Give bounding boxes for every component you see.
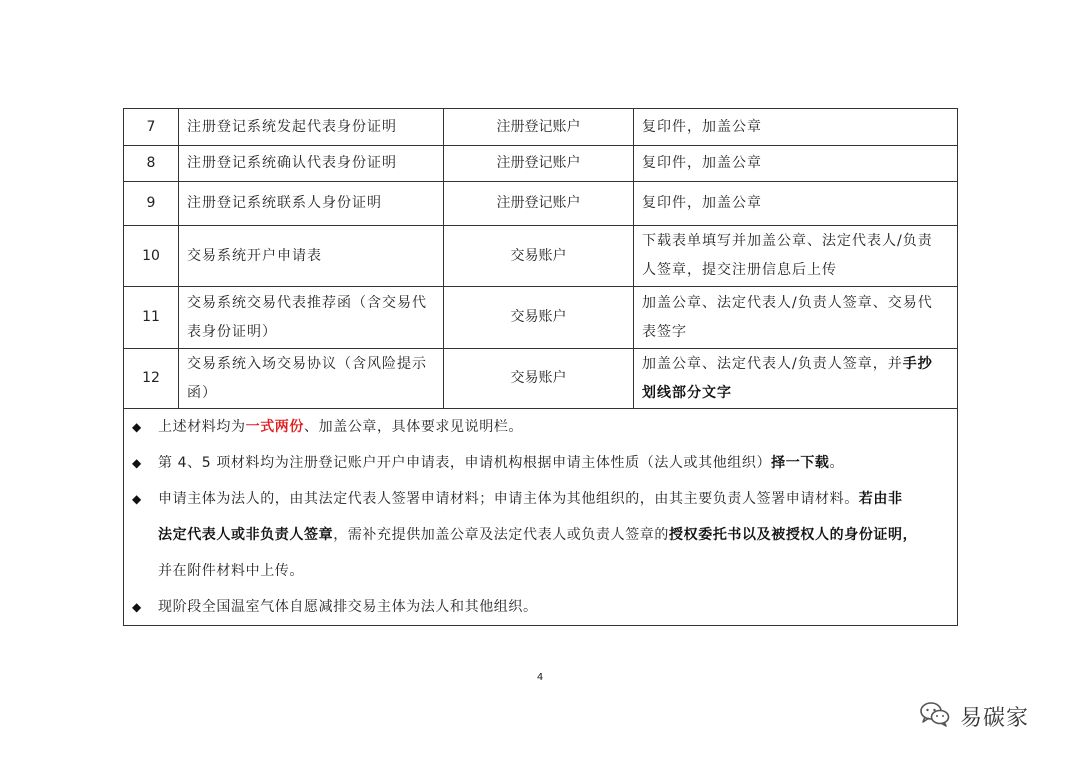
row-number: 11 <box>124 287 179 349</box>
note-text: 上述材料均为 <box>158 419 246 435</box>
material-note <box>634 226 958 287</box>
notes-cell <box>124 409 958 626</box>
row-number: 7 <box>124 109 179 146</box>
note-item <box>132 445 949 481</box>
row-number: 12 <box>124 349 179 409</box>
diamond-bullet-icon: ◆ <box>132 600 142 614</box>
note-emphasis: 划线部分文字 <box>642 384 732 401</box>
account-type: 交易账户 <box>444 226 634 287</box>
note-line: 人签章，提交注册信息后上传 <box>642 262 837 278</box>
note-line <box>642 350 949 379</box>
diamond-bullet-icon: ◆ <box>132 492 142 506</box>
account-type: 注册登记账户 <box>444 109 634 146</box>
note-text: ，需补充提供加盖公章及法定代表人或负责人签章的 <box>333 527 670 543</box>
account-type: 交易账户 <box>444 287 634 349</box>
note-continuation: 并在附件材料中上传。 <box>158 563 304 579</box>
note-line: 加盖公章、法定代表人/负责人签章、交易代 <box>642 294 933 311</box>
note-text: 现阶段全国温室气体自愿减排交易主体为法人和其他组织。 <box>158 599 538 615</box>
name-line: 函） <box>187 384 217 401</box>
material-name <box>179 349 444 409</box>
material-note: 复印件，加盖公章 <box>634 182 958 226</box>
name-line: 交易系统交易代表推荐函（含交易代 <box>187 294 427 311</box>
note-continuation <box>132 517 949 553</box>
material-name: 注册登记系统确认代表身份证明 <box>179 146 444 182</box>
material-note: 复印件，加盖公章 <box>634 146 958 182</box>
name-line: 表身份证明） <box>187 323 277 340</box>
note-text: 。 <box>829 455 845 471</box>
note-text: 、加盖公章，具体要求见说明栏。 <box>304 419 524 435</box>
note-text: 申请主体为法人的，由其法定代表人签署申请材料；申请主体为其他组织的，由其主要负责人签署申请材料。 <box>158 491 859 507</box>
diamond-bullet-icon: ◆ <box>132 456 142 470</box>
page-number: 4 <box>536 672 544 683</box>
account-type: 交易账户 <box>444 349 634 409</box>
material-name <box>179 287 444 349</box>
materials-table <box>123 108 958 626</box>
table-row <box>124 109 958 146</box>
note-highlight: 一式两份 <box>245 419 305 435</box>
material-name: 注册登记系统发起代表身份证明 <box>179 109 444 146</box>
row-number: 10 <box>124 226 179 287</box>
note-item <box>132 481 949 589</box>
note-text: 加盖公章、法定代表人/负责人签章，并 <box>642 355 903 372</box>
wechat-icon <box>920 701 950 731</box>
material-note <box>634 349 958 409</box>
note-text: 第 4、5 项材料均为注册登记账户开户申请表，申请机构根据申请主体性质（法人或其他组织） <box>158 455 772 471</box>
table-row <box>124 226 958 287</box>
note-emphasis: 择一下载 <box>771 455 830 471</box>
material-name: 交易系统开户申请表 <box>179 226 444 287</box>
brand-name: 易碳家 <box>960 705 1030 731</box>
diamond-bullet-icon: ◆ <box>132 420 142 434</box>
table-row <box>124 349 958 409</box>
material-note: 复印件，加盖公章 <box>634 109 958 146</box>
note-text: ， <box>902 527 918 543</box>
table-row <box>124 146 958 182</box>
notes-row <box>124 409 958 626</box>
note-emphasis: 授权委托书以及被授权人的身份证明 <box>669 527 903 543</box>
table-row <box>124 182 958 226</box>
note-line: 表签字 <box>642 323 687 340</box>
note-item <box>132 409 949 445</box>
material-name: 注册登记系统联系人身份证明 <box>179 182 444 226</box>
note-emphasis: 法定代表人或非负责人签章 <box>158 527 334 543</box>
account-type: 注册登记账户 <box>444 182 634 226</box>
note-item <box>132 589 949 625</box>
note-emphasis: 若由非 <box>858 491 903 507</box>
row-number: 8 <box>124 146 179 182</box>
note-emphasis: 手抄 <box>902 355 933 372</box>
brand-watermark <box>920 696 1029 736</box>
account-type: 注册登记账户 <box>444 146 634 182</box>
name-line: 交易系统入场交易协议（含风险提示 <box>187 355 427 372</box>
material-note <box>634 287 958 349</box>
row-number: 9 <box>124 182 179 226</box>
note-line: 下载表单填写并加盖公章、法定代表人/负责 <box>642 233 933 249</box>
table-row <box>124 287 958 349</box>
